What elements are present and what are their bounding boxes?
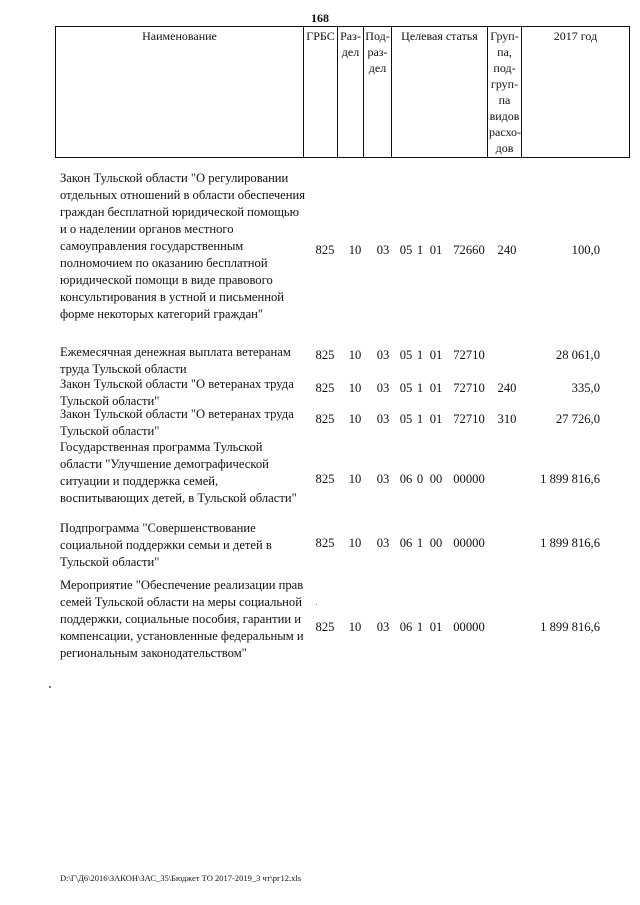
row-name: Закон Тульской области "О ветеранах труда Тульской области"	[60, 377, 294, 408]
cell-podrazdel: 03	[376, 536, 390, 550]
cell-grbs: 825	[315, 243, 335, 257]
cell-sum: 100,0	[571, 243, 600, 257]
cell-razdel: 10	[348, 348, 362, 362]
header-grbs: ГРБС	[304, 27, 338, 158]
cell-grbs: 825	[315, 472, 335, 486]
cell-target-subprogram: 1	[416, 243, 424, 257]
cell-target-program: 05	[399, 348, 413, 362]
row-name: Подпрограмма "Совершенствование социальной поддержки семьи и детей в Тульской области"	[60, 521, 272, 569]
cell-target-event: 01	[429, 348, 443, 362]
cell-razdel: 10	[348, 412, 362, 426]
cell-target-event: 00	[429, 536, 443, 550]
cell-target-event: 01	[429, 620, 443, 634]
cell-target-direction: 00000	[453, 536, 485, 550]
cell-target-subprogram: 1	[416, 381, 424, 395]
cell-target-direction: 00000	[453, 472, 485, 486]
cell-vid: 240	[497, 381, 517, 395]
cell-target-event: 00	[429, 472, 443, 486]
cell-razdel: 10	[348, 536, 362, 550]
row-name: Закон Тульской области "О регулировании отдельных отношений в области обеспечения граждан бесплатной юридической помощью и о наделении органов местного самоуправления государственным полномочием по оказанию бесплатной юридической помощи в виде правового консультирования в устной и письменной форме некоторых категорий граждан"	[60, 171, 306, 321]
cell-razdel: 10	[348, 620, 362, 634]
row-name: Ежемесячная денежная выплата ветеранам труда Тульской области	[60, 345, 291, 376]
cell-podrazdel: 03	[376, 412, 390, 426]
cell-sum: 1 899 816,6	[540, 620, 600, 634]
scan-speck	[49, 686, 51, 688]
cell-target-subprogram: 1	[416, 620, 424, 634]
cell-target-subprogram: 1	[416, 412, 424, 426]
row-name: Мероприятие "Обеспечение реализации прав семей Тульской области на меры социальной поддержки, социальные пособия, гарантии и компенсации, установленные федеральным и региональным законодательством"	[60, 578, 304, 660]
cell-podrazdel: 03	[376, 472, 390, 486]
cell-grbs: 825	[315, 348, 335, 362]
cell-target-direction: 72710	[453, 348, 485, 362]
cell-target-program: 05	[399, 412, 413, 426]
cell-target-direction: 72710	[453, 412, 485, 426]
cell-target-direction: 72710	[453, 381, 485, 395]
header-razdel: Раз- дел	[338, 27, 364, 158]
cell-target-program: 05	[399, 243, 413, 257]
header-year: 2017 год	[522, 27, 630, 158]
cell-target-event: 01	[429, 412, 443, 426]
header-name: Наименование	[56, 27, 304, 158]
cell-sum: 1 899 816,6	[540, 536, 600, 550]
cell-sum: 27 726,0	[555, 412, 600, 426]
cell-target-subprogram: 0	[416, 472, 424, 486]
cell-target-event: 01	[429, 381, 443, 395]
cell-target-program: 06	[399, 620, 413, 634]
cell-target-subprogram: 1	[416, 536, 424, 550]
row-name: Закон Тульской области "О ветеранах труда Тульской области"	[60, 407, 294, 438]
cell-target-subprogram: 1	[416, 348, 424, 362]
cell-razdel: 10	[348, 243, 362, 257]
header-podrazdel: Под- раз- дел	[364, 27, 392, 158]
cell-target-event: 01	[429, 243, 443, 257]
cell-podrazdel: 03	[376, 348, 390, 362]
scan-speck	[316, 604, 317, 605]
file-path-footer: D:\Г\Д6\2016\ЗАКОН\ЗАС_35\Бюджет ТО 2017-2019_3 чт\рг12.xls	[60, 873, 302, 883]
cell-grbs: 825	[315, 412, 335, 426]
cell-target-program: 06	[399, 536, 413, 550]
cell-podrazdel: 03	[376, 620, 390, 634]
cell-sum: 1 899 816,6	[540, 472, 600, 486]
page-number: 168	[311, 11, 329, 25]
header-vid: Груп- па, под- груп- па видов расхо- дов	[488, 27, 522, 158]
cell-vid: 240	[497, 243, 517, 257]
cell-razdel: 10	[348, 381, 362, 395]
row-name: Государственная программа Тульской области "Улучшение демографической ситуации и поддержка семей, воспитывающих детей, в Тульской области"	[60, 440, 297, 505]
cell-target-program: 05	[399, 381, 413, 395]
cell-target-direction: 72660	[453, 243, 485, 257]
cell-grbs: 825	[315, 620, 335, 634]
cell-sum: 28 061,0	[555, 348, 600, 362]
cell-target-direction: 00000	[453, 620, 485, 634]
cell-vid: 310	[497, 412, 517, 426]
cell-sum: 335,0	[571, 381, 600, 395]
cell-grbs: 825	[315, 536, 335, 550]
cell-podrazdel: 03	[376, 243, 390, 257]
cell-podrazdel: 03	[376, 381, 390, 395]
cell-razdel: 10	[348, 472, 362, 486]
cell-grbs: 825	[315, 381, 335, 395]
cell-target-program: 06	[399, 472, 413, 486]
header-target: Целевая статья	[392, 27, 488, 158]
